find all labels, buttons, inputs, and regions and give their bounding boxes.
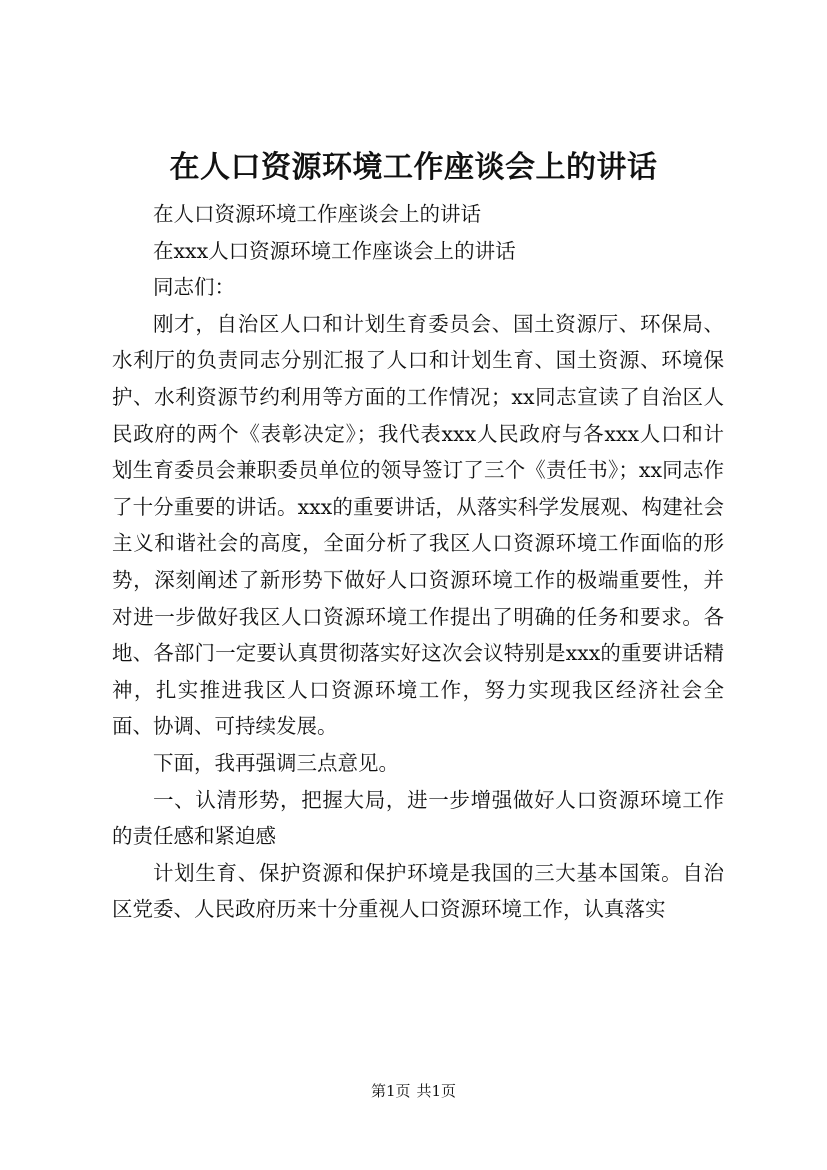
document-title: 在人口资源环境工作座谈会上的讲话: [169, 150, 658, 185]
section-heading: 一、认清形势，把握大局，进一步增强做好人口资源环境工作的责任感和紧迫感: [112, 787, 724, 849]
page-number: 第1页: [370, 1082, 411, 1100]
page-total: 共1页: [416, 1082, 457, 1100]
body-paragraph: 刚才，自治区人口和计划生育委员会、国土资源厅、环保局、水利厅的负责同志分别汇报了人口和计划生育、国土资源、环境保护、水利资源节约利用等方面的工作情况；xx同志宣读了自治区人民政府的两个《表彰决定》；我代表xxx人民政府与各xxx人口和计划生育委员会兼职委员单位的领导签订了三个《责任书》；xx同志作了十分重要的讲话。xxx的重要讲话，从落实科学发展观、构建社会主义和谐社会的高度，全面分析了我区人口资源环境工作面临的形势，深刻阐述了新形势下做好人口资源环境工作的极端重要性，并对进一步做好我区人口资源环境工作提出了明确的任务和要求。各地、各部门一定要认真贯彻落实好这次会议特别是xxx的重要讲话精神，扎实推进我区人口资源环境工作，努力实现我区经济社会全面、协调、可持续发展。: [112, 311, 724, 739]
page-footer: [0, 1080, 827, 1102]
body-paragraph: 下面，我再强调三点意见。: [153, 750, 399, 775]
subtitle-line: 在xxx人口资源环境工作座谈会上的讲话: [153, 238, 516, 263]
document-body: [112, 196, 724, 928]
salutation: 同志们：: [153, 275, 235, 300]
body-paragraph: 计划生育、保护资源和保护环境是我国的三大基本国策。自治区党委、人民政府历来十分重视人口资源环境工作，认真落实: [112, 860, 724, 922]
subtitle-line: 在人口资源环境工作座谈会上的讲话: [153, 202, 481, 226]
